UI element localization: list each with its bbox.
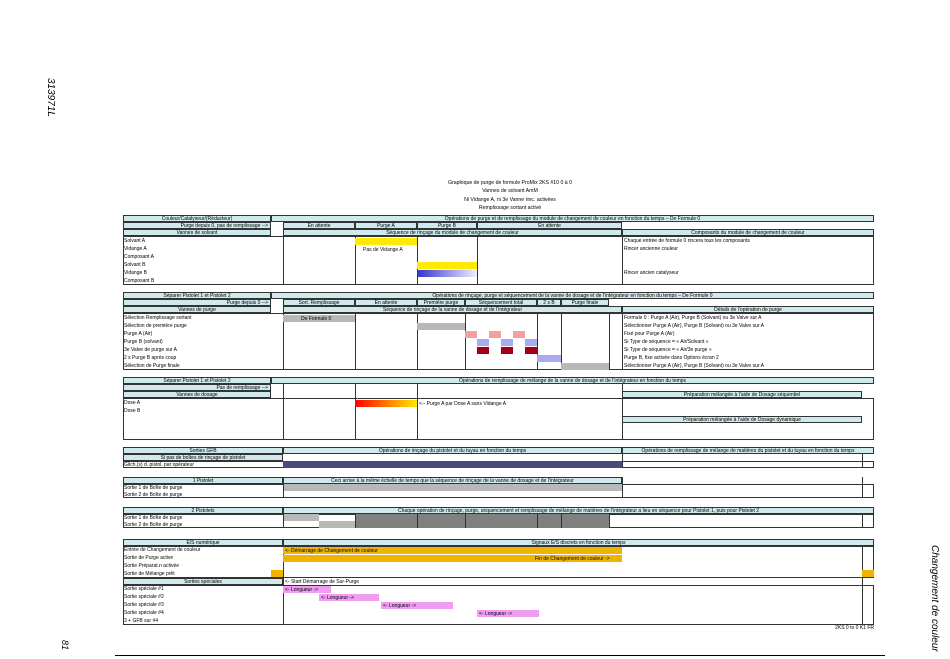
purge-b-bar bbox=[477, 339, 489, 346]
section2-purge-label: Purge depuis 0 --> bbox=[123, 299, 271, 306]
third-valve-bar bbox=[477, 347, 489, 354]
row-label: Glich.(s) d. pistol. par opérateur bbox=[124, 461, 195, 468]
dynamic-dosing-box: Préparation mélangée à l’aide de Dosage dynamique bbox=[622, 416, 862, 423]
title-line: Ni Vidange A, ni 3e Vanne rinc. activées bbox=[464, 196, 556, 203]
purge-timing-diagram bbox=[123, 215, 874, 633]
section1-phase: En attente bbox=[283, 222, 355, 229]
row-label: Sortie Préparat.n activée bbox=[124, 563, 180, 569]
gun1-box-bar bbox=[283, 514, 319, 521]
one-gun-box-bar bbox=[283, 484, 622, 491]
sequential-dosing-box: Préparation mélangée à l’aide de Dosage séquentiel bbox=[622, 391, 862, 398]
section1-valves-title: Vannes de solvant bbox=[123, 229, 271, 236]
dose-note: <-- Purge A par Dose A sans Vidange A bbox=[419, 401, 507, 407]
row-label: Sortie spéciale #4 bbox=[124, 610, 164, 616]
section5-left-title: 1 Pistolet bbox=[123, 477, 283, 484]
section4-mid-title: Opérations de rinçage du pistolet et du tuyau en fonction du temps bbox=[283, 447, 622, 454]
section2-phase: En attente bbox=[355, 299, 417, 306]
third-valve-bar bbox=[525, 347, 537, 354]
section4-sub-label: Si pas de boîtes de rinçage de pistolet bbox=[123, 454, 283, 461]
first-purge-bar bbox=[417, 323, 465, 330]
row-label: Sélection de Purge finale bbox=[124, 363, 180, 369]
purge-b-bar bbox=[525, 339, 537, 346]
side-section-title: Changement de couleur bbox=[929, 545, 940, 652]
section1-phase: Purge B bbox=[417, 222, 477, 229]
row-label: Sortie spéciale #3 bbox=[124, 602, 164, 608]
row-label: 2 s Purge B après coup bbox=[124, 355, 177, 361]
row-label: Vidange B bbox=[124, 270, 147, 276]
title-line: Remplissage sortant activé bbox=[478, 204, 542, 211]
row-label: Sortie 1 de Boîte de purge bbox=[124, 514, 183, 521]
length-label: <- Longueur -> bbox=[285, 586, 319, 593]
section1-phase: Purge A bbox=[355, 222, 417, 229]
mix-ready-bar bbox=[271, 570, 283, 577]
section6-left-title: 2 Pistolets bbox=[123, 507, 283, 514]
row-label: Purge B (solvant) bbox=[124, 339, 163, 345]
solvant-b-bar bbox=[417, 262, 477, 269]
section7-left-title: E/S numérique bbox=[123, 539, 283, 546]
section1-sequence-title: Séquence de rinçage du module de changement de couleur bbox=[283, 229, 622, 236]
section2-phase: Première purge bbox=[417, 299, 465, 306]
dose-a-bar bbox=[355, 400, 417, 407]
section3-right-title: Opérations de remplissage de mélange de la vanne de dosage et de l’intégrateur en fonction du temps bbox=[271, 377, 874, 384]
page-number: 81 bbox=[60, 640, 70, 651]
section4-left-title: Sorties GFB bbox=[123, 447, 283, 454]
row-label: Sortie spéciale #2 bbox=[124, 594, 164, 600]
row-label: 3e Valve de purge sur A bbox=[124, 347, 177, 353]
section1-body bbox=[123, 236, 874, 285]
purge-detail: Fixé pour Purge A (Air) bbox=[624, 331, 675, 337]
row-label: Solvant A bbox=[124, 238, 146, 244]
footer-code: 2KS 0 to 0 K1 FR bbox=[835, 625, 874, 631]
row-label: 3 + GFB sur #4 bbox=[124, 618, 159, 624]
section2-sequence-title: Séquence de rinçage de la vanne de dosage et de l’intégrateur bbox=[283, 306, 622, 313]
section5-mid-title: Ceci arrive à la même échelle de temps que la séquence de rinçage de la vanne de dosage et de l’intégrateur bbox=[283, 477, 622, 484]
purge-detail: Purge B, fixe activée dans Options écran 2 bbox=[624, 355, 719, 361]
length-label: <- Longueur -> bbox=[479, 610, 513, 617]
section2-phase: Purge finale bbox=[561, 299, 609, 306]
purge-a-bar bbox=[465, 331, 477, 338]
special-start-label: <- Start Démarrage de Sur-Purge bbox=[285, 578, 360, 585]
vidange-b-bar bbox=[417, 270, 477, 277]
row-label: Entrée de Changement de couleur bbox=[124, 547, 201, 553]
length-label: <- Longueur -> bbox=[321, 594, 355, 601]
gun1-sequence-bar bbox=[355, 514, 609, 521]
row-label: Solvant B bbox=[124, 262, 146, 268]
special-outputs-title: Sorties spéciales bbox=[123, 578, 283, 585]
section2-phase: Sort. Remplissage bbox=[283, 299, 355, 306]
row-label: Sélection de première purge bbox=[124, 323, 187, 329]
row-label: Sélection Remplissage sortant bbox=[124, 315, 192, 321]
row-label: Sortie 2 de Boîte de purge bbox=[124, 521, 183, 528]
row-label: Purge A (Air) bbox=[124, 331, 153, 337]
row-label: Composant B bbox=[124, 278, 155, 284]
end-label: Fin de Changement de couleur -> bbox=[535, 555, 610, 562]
section3-fill-label: Pas de remplissage --> bbox=[123, 384, 271, 391]
document-code: 313971L bbox=[45, 78, 56, 117]
final-purge-bar bbox=[561, 363, 609, 370]
special-outputs-body bbox=[123, 585, 874, 625]
title-line: Graphique de purge de formule ProMix 2KS #10 0 à 0 bbox=[448, 180, 572, 186]
section2-details-title: Détails de l’opération de purge bbox=[622, 306, 874, 313]
purge-a-bar bbox=[513, 331, 525, 338]
purge-detail: Formule 0 : Purge A (Air), Purge B (Solvant) ou 3e Valve sur A bbox=[624, 315, 762, 321]
title-line: Vannes de solvant AmM bbox=[482, 188, 538, 195]
section2-right-title: Opérations de rinçage, purge et séquencement de la vanne de dosage et de l’intégrateur en fonction du temps – De Formule 0 bbox=[271, 292, 874, 299]
section2-phase: Séquencement total bbox=[465, 299, 537, 306]
section1-left-title: Couleur/Catalyseur/(Réducteur) bbox=[123, 215, 271, 222]
row-label: Sortie de Mélange prêt bbox=[124, 571, 175, 577]
section6-mid-title: Chaque opération de rinçage, purge, séquencement et remplissage de mélange de matières de l’intégrateur a lieu en séquence pour Pistolet 1, puis pour Pistolet 2 bbox=[283, 507, 874, 514]
row-label: Sortie 1 de Boîte de purge bbox=[124, 484, 183, 491]
no-drain-note: Pas de Vidange A bbox=[363, 247, 403, 253]
row-label: Vidange A bbox=[124, 246, 147, 252]
row-label: Sortie de Purge active bbox=[124, 555, 174, 561]
start-label: <- Démarrage de Changement de couleur bbox=[285, 547, 378, 554]
chart-title-block bbox=[360, 179, 660, 212]
purge-detail: Si Type de séquence = « Air/3e purge » bbox=[624, 347, 712, 353]
after-purge-b-bar bbox=[537, 355, 561, 362]
section2-body bbox=[123, 313, 874, 370]
component-comment: Chaque entrée de formule 0 rincera tous les composants bbox=[624, 238, 750, 244]
fill-out-label: De Formule 0 bbox=[301, 315, 332, 322]
component-comment: Rincer ancienne couleur bbox=[624, 246, 678, 252]
row-label: Sortie spéciale #1 bbox=[124, 586, 164, 592]
length-label: <- Longueur -> bbox=[383, 602, 417, 609]
section1-purge-label: Purge depuis 0, pas de remplissage --> bbox=[123, 222, 271, 229]
section3-valves-title: Vannes de dosage bbox=[123, 391, 271, 398]
section3-left-title: Séparer Pistolet 1 et Pistolet 2 bbox=[123, 377, 271, 384]
purge-detail: Sélectionner Purge A (Air), Purge B (Solvant) ou 3e Valve sur A bbox=[624, 363, 764, 369]
purge-a-bar bbox=[489, 331, 501, 338]
section2-phase: 2 s B bbox=[537, 299, 561, 306]
gun2-sequence-bar bbox=[355, 521, 609, 528]
section2-left-title: Séparer Pistolet 1 et Pistolet 2 bbox=[123, 292, 271, 299]
component-comment: Rincer ancien catalyseur bbox=[624, 270, 679, 276]
row-label: Composant A bbox=[124, 254, 155, 260]
purge-detail: Sélectionner Purge A (Air), Purge B (Solvant) ou 3e Valve sur A bbox=[624, 323, 764, 329]
gun2-box-bar bbox=[319, 521, 355, 528]
purge-detail: Si Type de séquence = « Air/Solvant » bbox=[624, 339, 709, 345]
section1-right-title: Opérations de purge et de remplissage du module de changement de couleur en fonction du temps – De Formule 0 bbox=[271, 215, 874, 222]
section2-valves-title: Vannes de purge bbox=[123, 306, 271, 313]
section4-right-title: Opérations de remplissage de mélange de matières du pistolet et du tuyau en fonction du temps bbox=[622, 447, 874, 454]
solvant-a-bar bbox=[355, 238, 417, 245]
gun-flush-bar bbox=[283, 461, 622, 468]
row-label: Dose A bbox=[124, 400, 141, 406]
section1-phase: En attente bbox=[477, 222, 622, 229]
purge-b-bar bbox=[501, 339, 513, 346]
section1-components-title: Composants du module de changement de couleur bbox=[622, 229, 874, 236]
row-label: Dose B bbox=[124, 408, 141, 414]
section7-mid-title: Signaux E/S discrets en fonction du temps bbox=[283, 539, 874, 546]
third-valve-bar bbox=[501, 347, 513, 354]
row-label: Sortie 2 de Boîte de purge bbox=[124, 491, 183, 498]
bottom-rule bbox=[115, 655, 885, 656]
mix-ready-bar bbox=[862, 570, 874, 577]
